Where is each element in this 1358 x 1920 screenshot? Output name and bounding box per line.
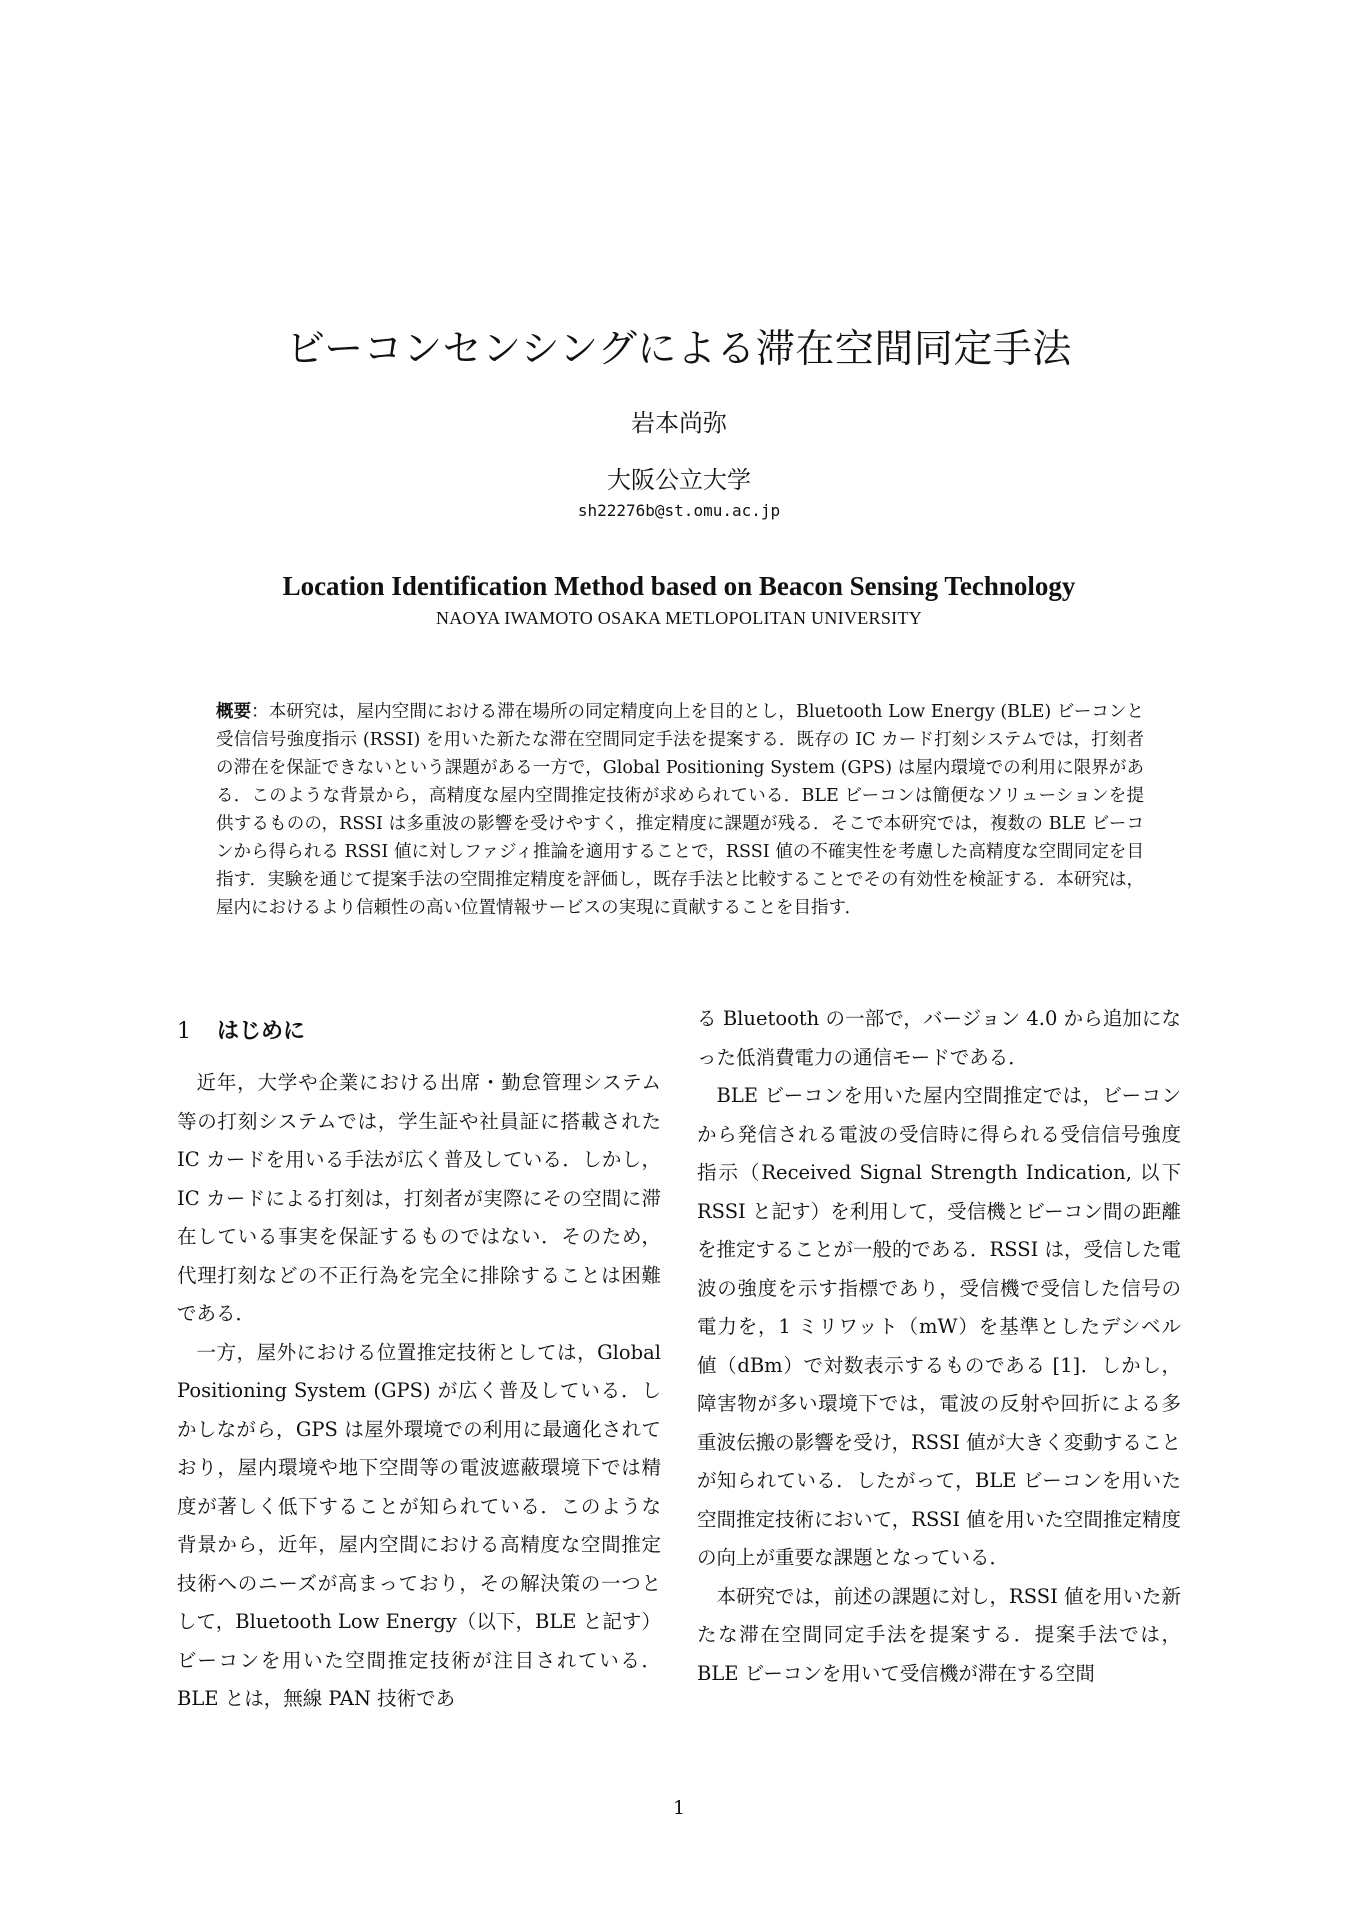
left-column (177, 1000, 661, 1719)
abstract-text: ：本研究は，屋内空間における滞在場所の同定精度向上を目的とし，Bluetooth Low Energy (BLE) ビーコンと受信信号強度指示 (RSSI) を用いた新たな滞在空間同定手法を提案する．既存の IC カード打刻システムでは，打刻者の滞在を保証できないという課題がある一方で，Global Positioning System (GPS) は屋内環境での利用に限界がある．このような背景から，高精度な屋内空間推定技術が求められている．BLE ビーコンは簡便なソリューションを提供するものの，RSSI は多重波の影響を受けやすく，推定精度に課題が残る．そこで本研究では，複数の BLE ビーコンから得られる RSSI 値に対しファジィ推論を適用することで，RSSI 値の不確実性を考慮した高精度な空間同定を目指す．実験を通じて提案手法の空間推定精度を評価し，既存手法と比較することでその有効性を検証する．本研究は，屋内におけるより信頼性の高い位置情報サービスの実現に貢献することを目指す． (216, 702, 1144, 918)
body-paragraph: 近年，大学や企業における出席・勤怠管理システム等の打刻システムでは，学生証や社員証に搭載された IC カードを用いる手法が広く普及している．しかし，IC カードによる打刻は，打刻者が実際にその空間に滞在している事実を保証するものではない．そのため，代理打刻などの不正行為を完全に排除することは困難である． (177, 1071, 661, 1325)
body-paragraph: BLE ビーコンを用いた屋内空間推定では，ビーコンから発信される電波の受信時に得られる受信信号強度指示（Received Signal Strength Indication, 以下 RSSI と記す）を利用して，受信機とビーコン間の距離を推定することが一般的である．RSSI は，受信した電波の強度を示す指標であり，受信機で受信した信号の電力を，1 ミリワット（mW）を基準としたデシベル値（dBm）で対数表示するものである [1]．しかし，障害物が多い環境下では，電波の反射や回折による多重波伝搬の影響を受け，RSSI 値が大きく変動することが知られている．したがって，BLE ビーコンを用いた空間推定技術において，RSSI 値を用いた空間推定精度の向上が重要な課題となっている． (697, 1084, 1181, 1569)
page-number: 1 (672, 1797, 686, 1819)
author-affiliation-en: NAOYA IWAMOTO OSAKA METLOPOLITAN UNIVERSITY (435, 608, 923, 628)
abstract (216, 698, 1144, 922)
body-paragraph: 本研究では，前述の課題に対し，RSSI 値を用いた新たな滞在空間同定手法を提案する．提案手法では，BLE ビーコンを用いて受信機が滞在する空間 (697, 1584, 1181, 1685)
body-paragraph: 一方，屋外における位置推定技術としては，Global Positioning System (GPS) が広く普及している．しかしながら，GPS は屋外環境での利用に最適化されており，屋内環境や地下空間等の電波遮蔽環境下では精度が著しく低下することが知られている．このような背景から，近年，屋内空間における高精度な空間推定技術へのニーズが高まっており，その解決策の一つとして，Bluetooth Low Energy（以下，BLE と記す）ビーコンを用いた空間推定技術が注目されている．BLE とは，無線 PAN 技術であ (177, 1340, 661, 1710)
section-heading (177, 1012, 661, 1052)
paper-title-jp: ビーコンセンシングによる滞在空間同定手法 (286, 327, 1072, 372)
section-title: はじめに (217, 1019, 306, 1044)
section-number: 1 (177, 1019, 191, 1044)
paper-title-en: Location Identification Method based on Beacon Sensing Technology (282, 571, 1076, 601)
body-paragraph-continuation: る Bluetooth の一部で，バージョン 4.0 から追加になった低消費電力の通信モードである． (697, 1007, 1181, 1069)
author-email: sh22276b@st.omu.ac.jp (577, 501, 781, 520)
abstract-label: 概要 (216, 702, 252, 722)
right-column (697, 1000, 1181, 1693)
affiliation-jp: 大阪公立大学 (607, 466, 751, 494)
author-name-jp: 岩本尚弥 (631, 409, 727, 437)
